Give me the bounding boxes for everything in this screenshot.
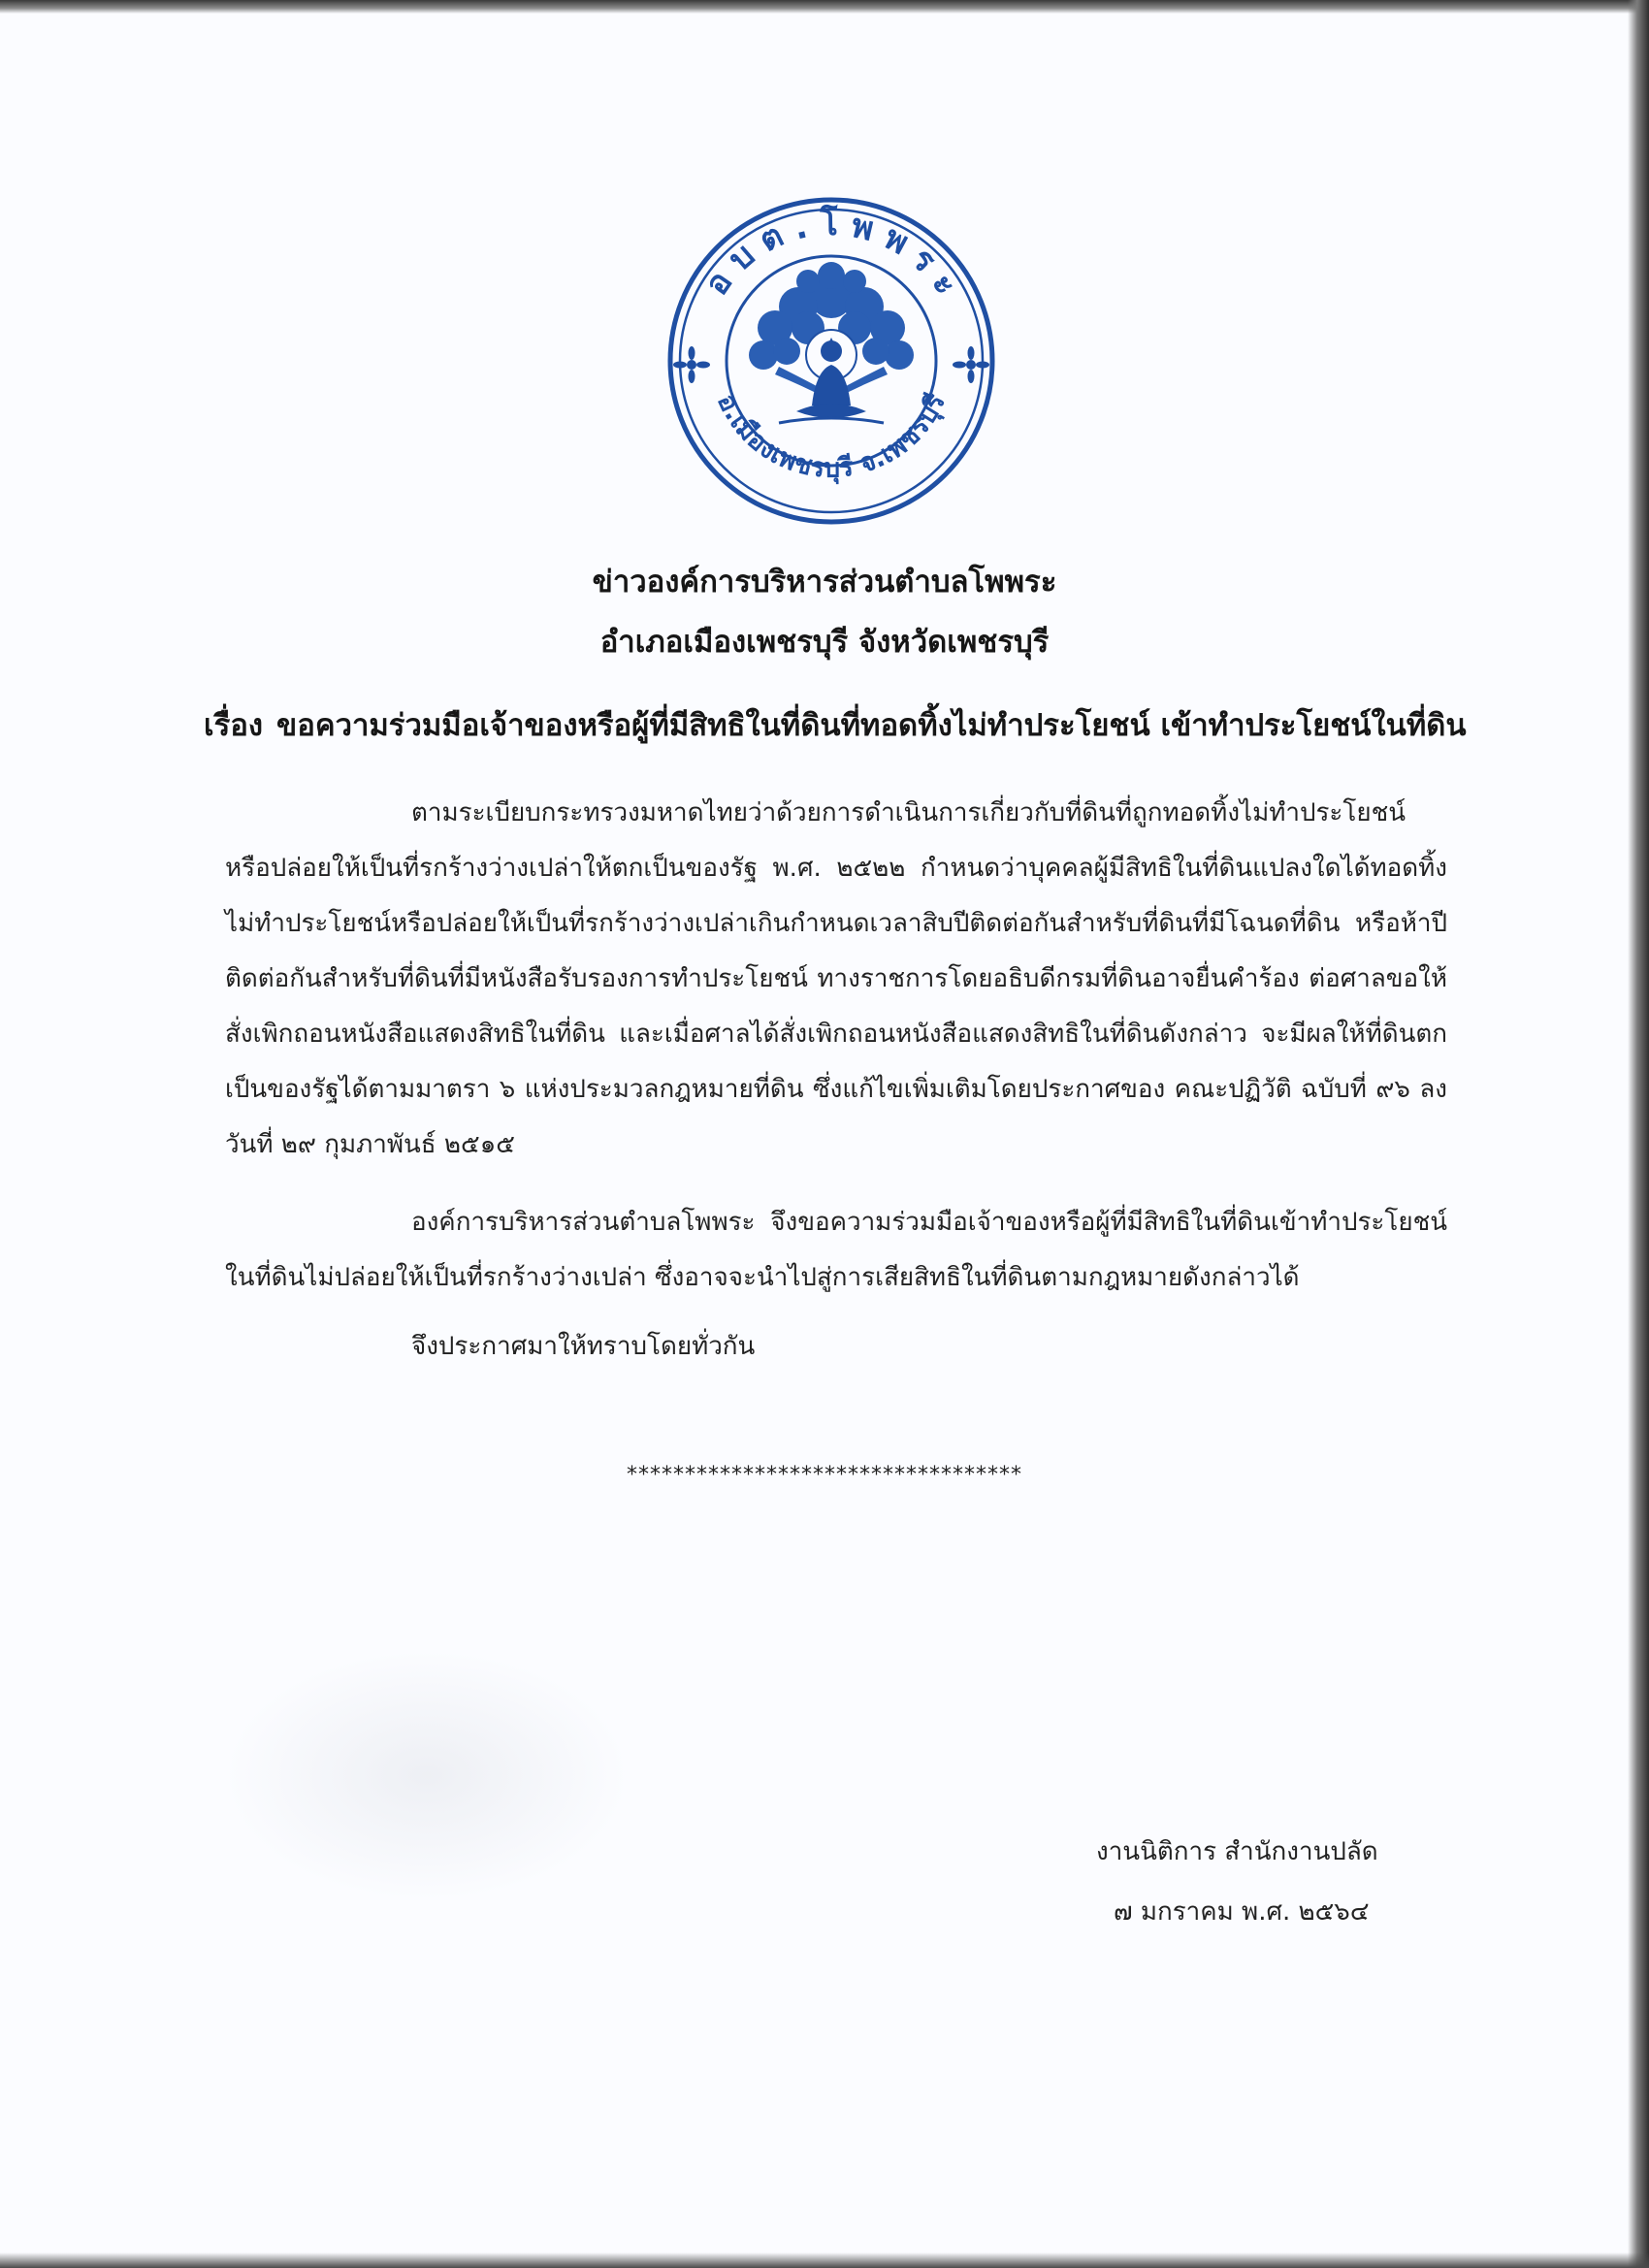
subject-label: เรื่อง [204,708,264,743]
seal-ornament-right-icon [953,346,989,383]
seal-top-text: อ บ ต . โ พ พ ร ะ [696,204,966,303]
scan-edge-bottom [0,2252,1649,2268]
body-paragraph-2: องค์การบริหารส่วนตำบลโพพระ จึงขอความร่วมมือเจ้าของหรือผู้ที่มีสิทธิในที่ดินเข้าทำประโยชน์ ในที่ดินไม่ปล่อยให้เป็นที่รกร้างว่างเปล่า ซึ่งอาจจะนำไปสู่การเสียสิทธิในที่ดินตามกฎหมายดังกล่าวได้ [225,1208,1447,1292]
scan-edge-right [1628,0,1649,2268]
seal-ornament-left-icon [673,346,710,383]
body-paragraph-1: ตามระเบียบกระทรวงมหาดไทยว่าด้วยการดำเนินการเกี่ยวกับที่ดินที่ถูกทอดทิ้งไม่ทำประโยชน์ หรือปล่อยให้เป็นที่รกร้างว่างเปล่าให้ตกเป็นของรัฐ พ.ศ. ๒๕๒๒ กำหนดว่าบุคคลผู้มีสิทธิในที่ดินแปลงใดได้ทอดทิ้ง ไม่ทำประโยชน์หรือปล่อยให้เป็นที่รกร้างว่างเปล่าเกินกำหนดเวลาสิบปีติดต่อกันสำหรับที่ดินที่มีโฉนดที่ดิน หรือห้าปีติดต่อกันสำหรับที่ดินที่มีหนังสือรับรองการทำประโยชน์ ทางราชการโดยอธิบดีกรมที่ดินอาจยื่นคำร้อง ต่อศาลขอให้สั่งเพิกถอนหนังสือแสดงสิทธิในที่ดิน และเมื่อศาลได้สั่งเพิกถอนหนังสือแสดงสิทธิในที่ดินดังกล่าว จะมีผลให้ที่ดินตกเป็นของรัฐได้ตามมาตรา ๖ แห่งประมวลกฎหมายที่ดิน ซึ่งแก้ไขเพิ่มเติมโดยประกาศของ คณะปฏิวัติ ฉบับที่ ๙๖ ลงวันที่ ๒๙ กุมภาพันธ์ ๒๕๑๕ [225,798,1447,1159]
organization-seal-icon [663,192,1000,530]
separator-line: ********************************** [627,1463,1022,1487]
seal-bottom-text: อ.เมืองเพชรบุรี จ.เพชรบุรี [711,389,952,484]
scan-edge-top [0,0,1649,14]
header-title: ข่าวองค์การบริหารส่วนตำบลโพพระ [592,565,1057,599]
body-paragraph-3: จึงประกาศมาให้ทราบโดยทั่วกัน [411,1332,756,1361]
scan-shadow [223,1649,630,1901]
subject-line [204,700,1465,749]
signature-office: งานนิติการ สำนักงานปลัด [1096,1837,1378,1866]
header-subtitle: อำเภอเมืองเพชรบุรี จังหวัดเพชรบุรี [599,625,1050,660]
signature-date: ๗ มกราคม พ.ศ. ๒๕๖๔ [1114,1897,1370,1927]
subject-text: ขอความร่วมมือเจ้าของหรือผู้ที่มีสิทธิในที่ดินที่ทอดทิ้งไม่ทำประโยชน์ เข้าทำประโยชน์ในที่ดิน [276,708,1467,743]
